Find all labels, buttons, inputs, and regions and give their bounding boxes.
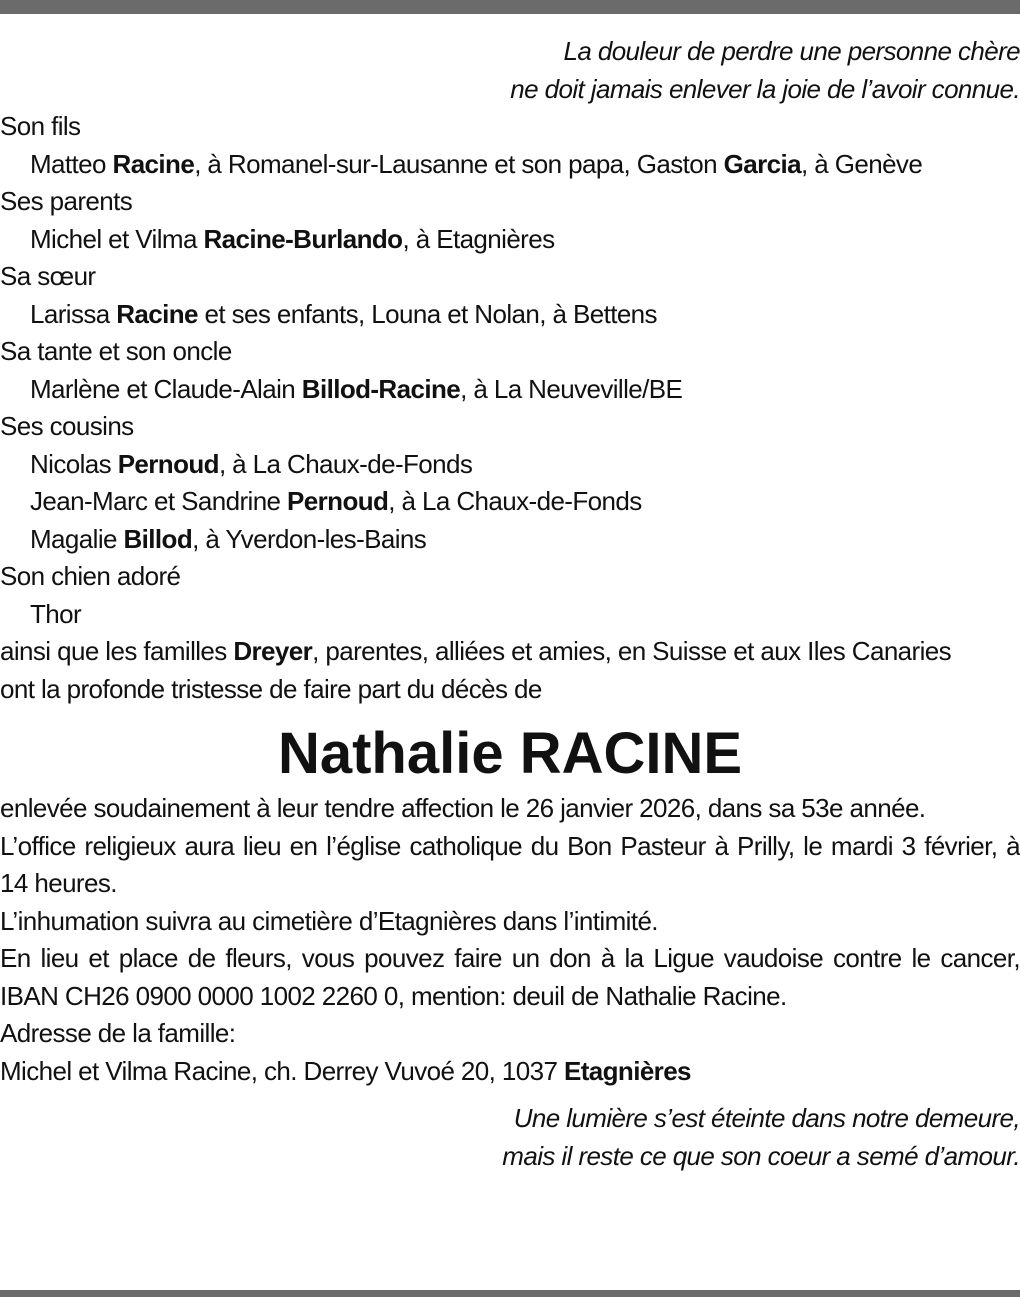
family-member: [0, 296, 1020, 334]
family-member-surname: Billod-Racine: [301, 373, 461, 404]
family-member-text: Larissa: [30, 298, 117, 329]
service-details: L’office religieux aura lieu en l’église catholique du Bon Pasteur à Prilly, le mardi 3 février, à 14 heures.: [0, 830, 1020, 898]
family-member: [0, 446, 1020, 484]
donation-details: En lieu et place de fleurs, vous pouvez faire un don à la Ligue vaudoise contre le cancer, IBAN CH26 0900 0000 1002 2260 0, mention: deuil de Nathalie Racine.: [0, 943, 1020, 1011]
family-member-text: Thor: [30, 598, 82, 629]
family-member: [0, 483, 1020, 521]
family-member: [0, 221, 1020, 259]
family-role: Son chien adoré: [0, 561, 181, 591]
deceased-name: Nathalie RACINE: [277, 721, 743, 786]
family-member: [0, 596, 1020, 634]
family-member-surname: Racine: [116, 298, 198, 329]
family-role: Ses parents: [0, 186, 133, 216]
family-member-surname: Pernoud: [287, 486, 389, 516]
family-member-surname: Racine-Burlando: [203, 223, 403, 254]
family-list: [0, 108, 1020, 633]
opening-quote: [0, 33, 1020, 108]
family-member-text: Michel et Vilma: [30, 223, 204, 254]
family-member-text: , à Etagnières: [402, 223, 555, 254]
family-member-text: , à La Neuveville/BE: [460, 373, 683, 404]
family-address: [0, 1053, 1020, 1091]
closing-quote: [0, 1100, 1020, 1175]
family-member: [0, 521, 1020, 559]
family-member-text: Matteo: [30, 148, 113, 179]
death-details: enlevée soudainement à leur tendre affection le 26 janvier 2026, dans sa 53e année.: [0, 793, 926, 823]
opening-quote-line-1: La douleur de perdre une personne chère: [563, 36, 1020, 66]
family-member-text: , à La Chaux-de-Fonds: [388, 486, 642, 516]
family-member-text: Jean-Marc et Sandrine: [30, 486, 288, 516]
family-member: [0, 146, 1020, 184]
family-member-text: , à Romanel-sur-Lausanne et son papa, Gaston: [194, 148, 724, 179]
announcement: ont la profonde tristesse de faire part du décès de: [0, 673, 542, 704]
extended-family-post: , parentes, alliées et amies, en Suisse et aux Iles Canaries: [312, 636, 952, 666]
obituary-notice: [0, 33, 1020, 1175]
family-member-text: , à Yverdon-les-Bains: [192, 523, 427, 554]
family-member-surname: Pernoud: [117, 448, 219, 479]
extended-family: [0, 633, 1020, 671]
family-role: Son fils: [0, 111, 81, 141]
opening-quote-line-2: ne doit jamais enlever la joie de l’avoir connue.: [510, 73, 1020, 104]
family-address-town: Etagnières: [563, 1055, 691, 1086]
family-member: [0, 371, 1020, 409]
family-member-surname: Racine: [112, 148, 195, 179]
bottom-divider: [0, 1290, 1020, 1297]
closing-quote-line-2: mais il reste ce que son coeur a semé d’amour.: [502, 1140, 1020, 1171]
top-divider: [0, 0, 1020, 14]
family-role: Sa tante et son oncle: [0, 336, 232, 366]
family-role: Ses cousins: [0, 411, 134, 441]
extended-family-name: Dreyer: [233, 636, 313, 666]
family-member-surname: Billod: [123, 523, 193, 554]
address-label: Adresse de la famille:: [0, 1018, 236, 1048]
extended-family-pre: ainsi que les familles: [0, 636, 234, 666]
family-member-text: , à Genève: [801, 148, 923, 179]
burial-details: L’inhumation suivra au cimetière d’Etagnières dans l’intimité.: [0, 905, 658, 936]
family-member-text: , à La Chaux-de-Fonds: [218, 448, 473, 479]
family-member-text: Magalie: [30, 523, 124, 554]
family-role: Sa sœur: [0, 261, 96, 291]
closing-quote-line-1: Une lumière s’est éteinte dans notre demeure,: [513, 1103, 1020, 1133]
family-address-text: Michel et Vilma Racine, ch. Derrey Vuvoé 20, 1037: [0, 1055, 564, 1086]
family-member-text: et ses enfants, Louna et Nolan, à Bettens: [197, 298, 657, 329]
family-member-text: Nicolas: [30, 448, 118, 479]
family-member-surname: Garcia: [723, 148, 801, 179]
family-member-text: Marlène et Claude-Alain: [30, 373, 302, 404]
